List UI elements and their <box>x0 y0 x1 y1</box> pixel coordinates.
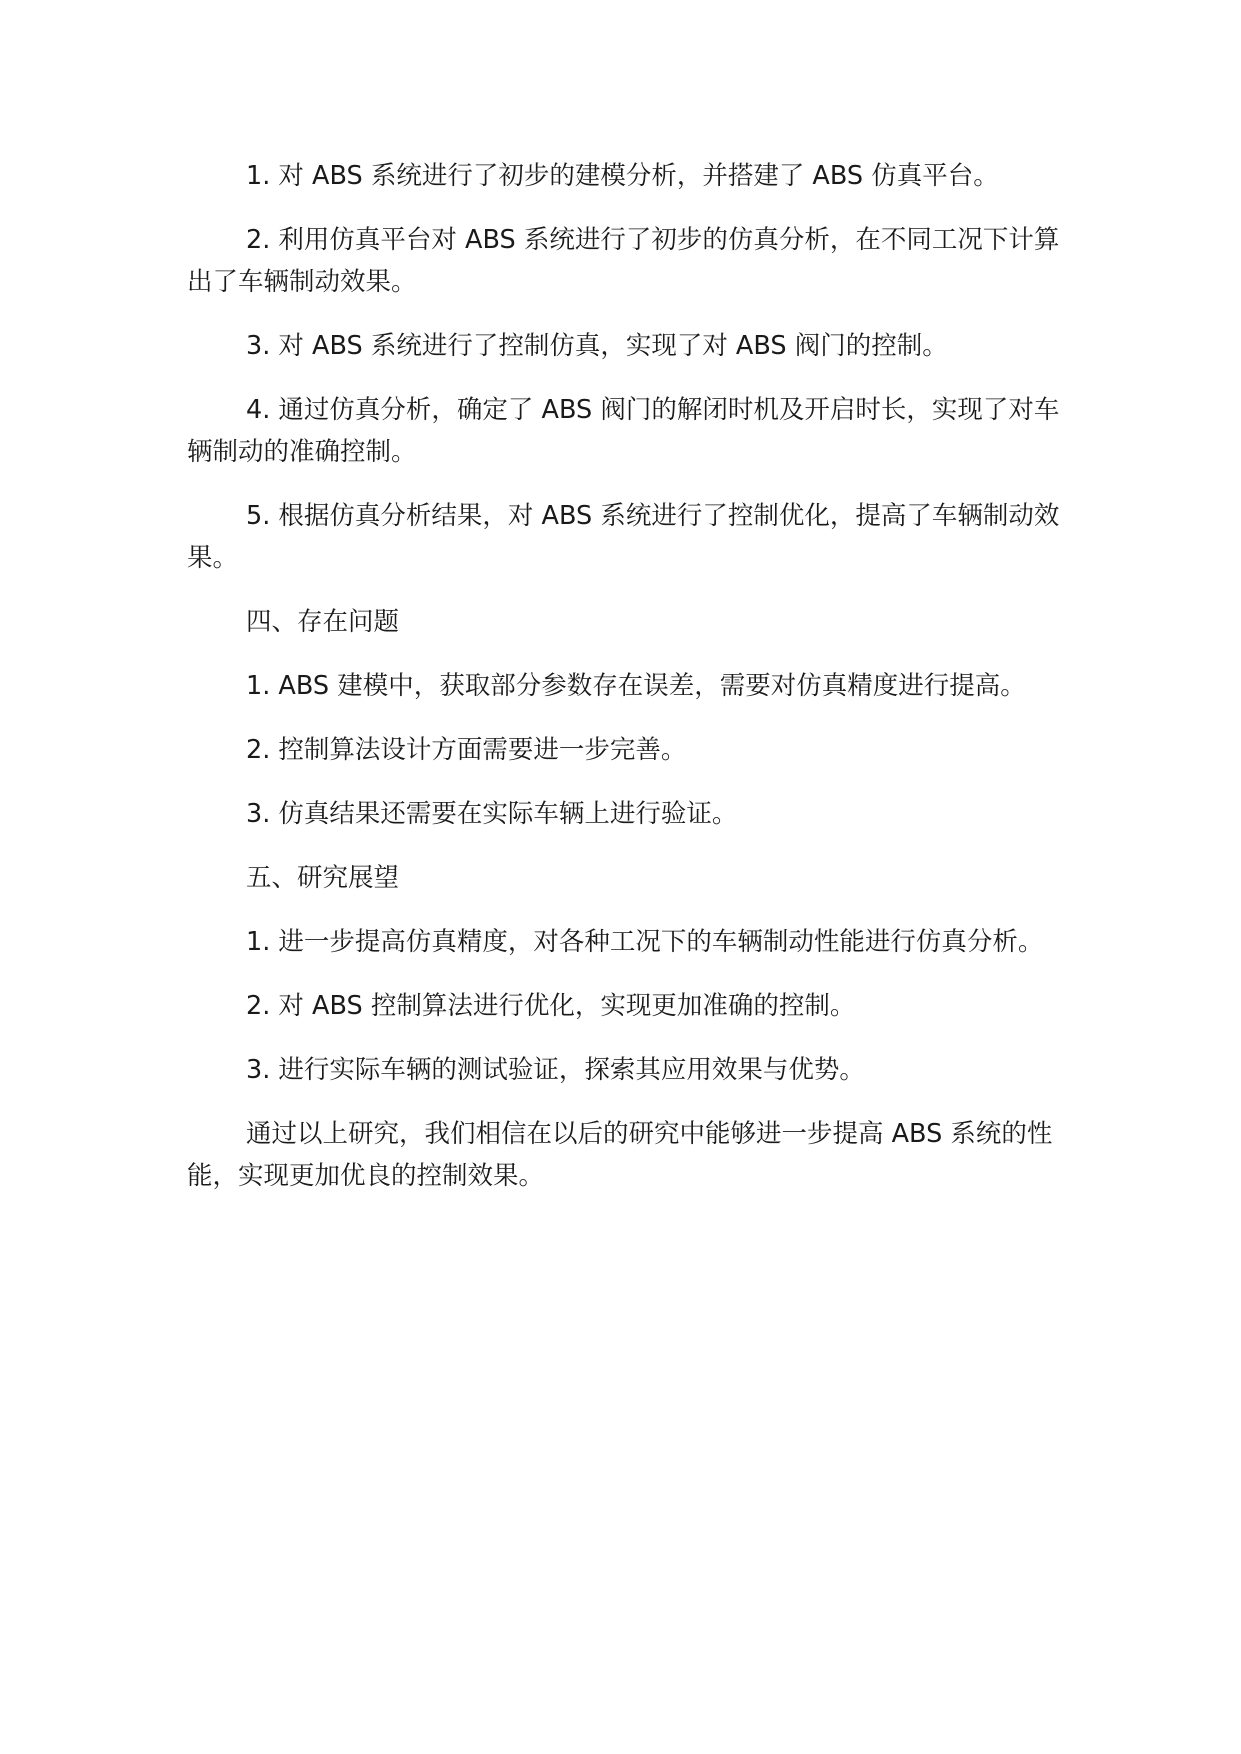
problem-item-2: 2. 控制算法设计方面需要进一步完善。 <box>246 735 687 765</box>
problems-heading: 四、存在问题 <box>246 607 400 637</box>
outlook-heading: 五、研究展望 <box>246 863 400 893</box>
result-item-2: 2. 利用仿真平台对 ABS 系统进行了初步的仿真分析，在不同工况下计算出了车辆制动效果。 <box>187 225 1060 297</box>
outlook-item-2: 2. 对 ABS 控制算法进行优化，实现更加准确的控制。 <box>246 991 856 1021</box>
outlook-item-3: 3. 进行实际车辆的测试验证，探索其应用效果与优势。 <box>246 1055 865 1085</box>
result-item-1: 1. 对 ABS 系统进行了初步的建模分析，并搭建了 ABS 仿真平台。 <box>246 161 999 191</box>
problem-item-1: 1. ABS 建模中，获取部分参数存在误差，需要对仿真精度进行提高。 <box>246 671 1026 701</box>
conclusion-paragraph: 通过以上研究，我们相信在以后的研究中能够进一步提高 ABS 系统的性能，实现更加优良的控制效果。 <box>187 1119 1053 1191</box>
outlook-item-1: 1. 进一步提高仿真精度，对各种工况下的车辆制动性能进行仿真分析。 <box>246 927 1044 957</box>
result-item-3: 3. 对 ABS 系统进行了控制仿真，实现了对 ABS 阀门的控制。 <box>246 331 948 361</box>
problem-item-3: 3. 仿真结果还需要在实际车辆上进行验证。 <box>246 799 738 829</box>
result-item-4: 4. 通过仿真分析，确定了 ABS 阀门的解闭时机及开启时长，实现了对车辆制动的准确控制。 <box>187 395 1060 467</box>
document-page <box>187 155 1067 1219</box>
result-item-5: 5. 根据仿真分析结果，对 ABS 系统进行了控制优化，提高了车辆制动效果。 <box>187 501 1060 573</box>
